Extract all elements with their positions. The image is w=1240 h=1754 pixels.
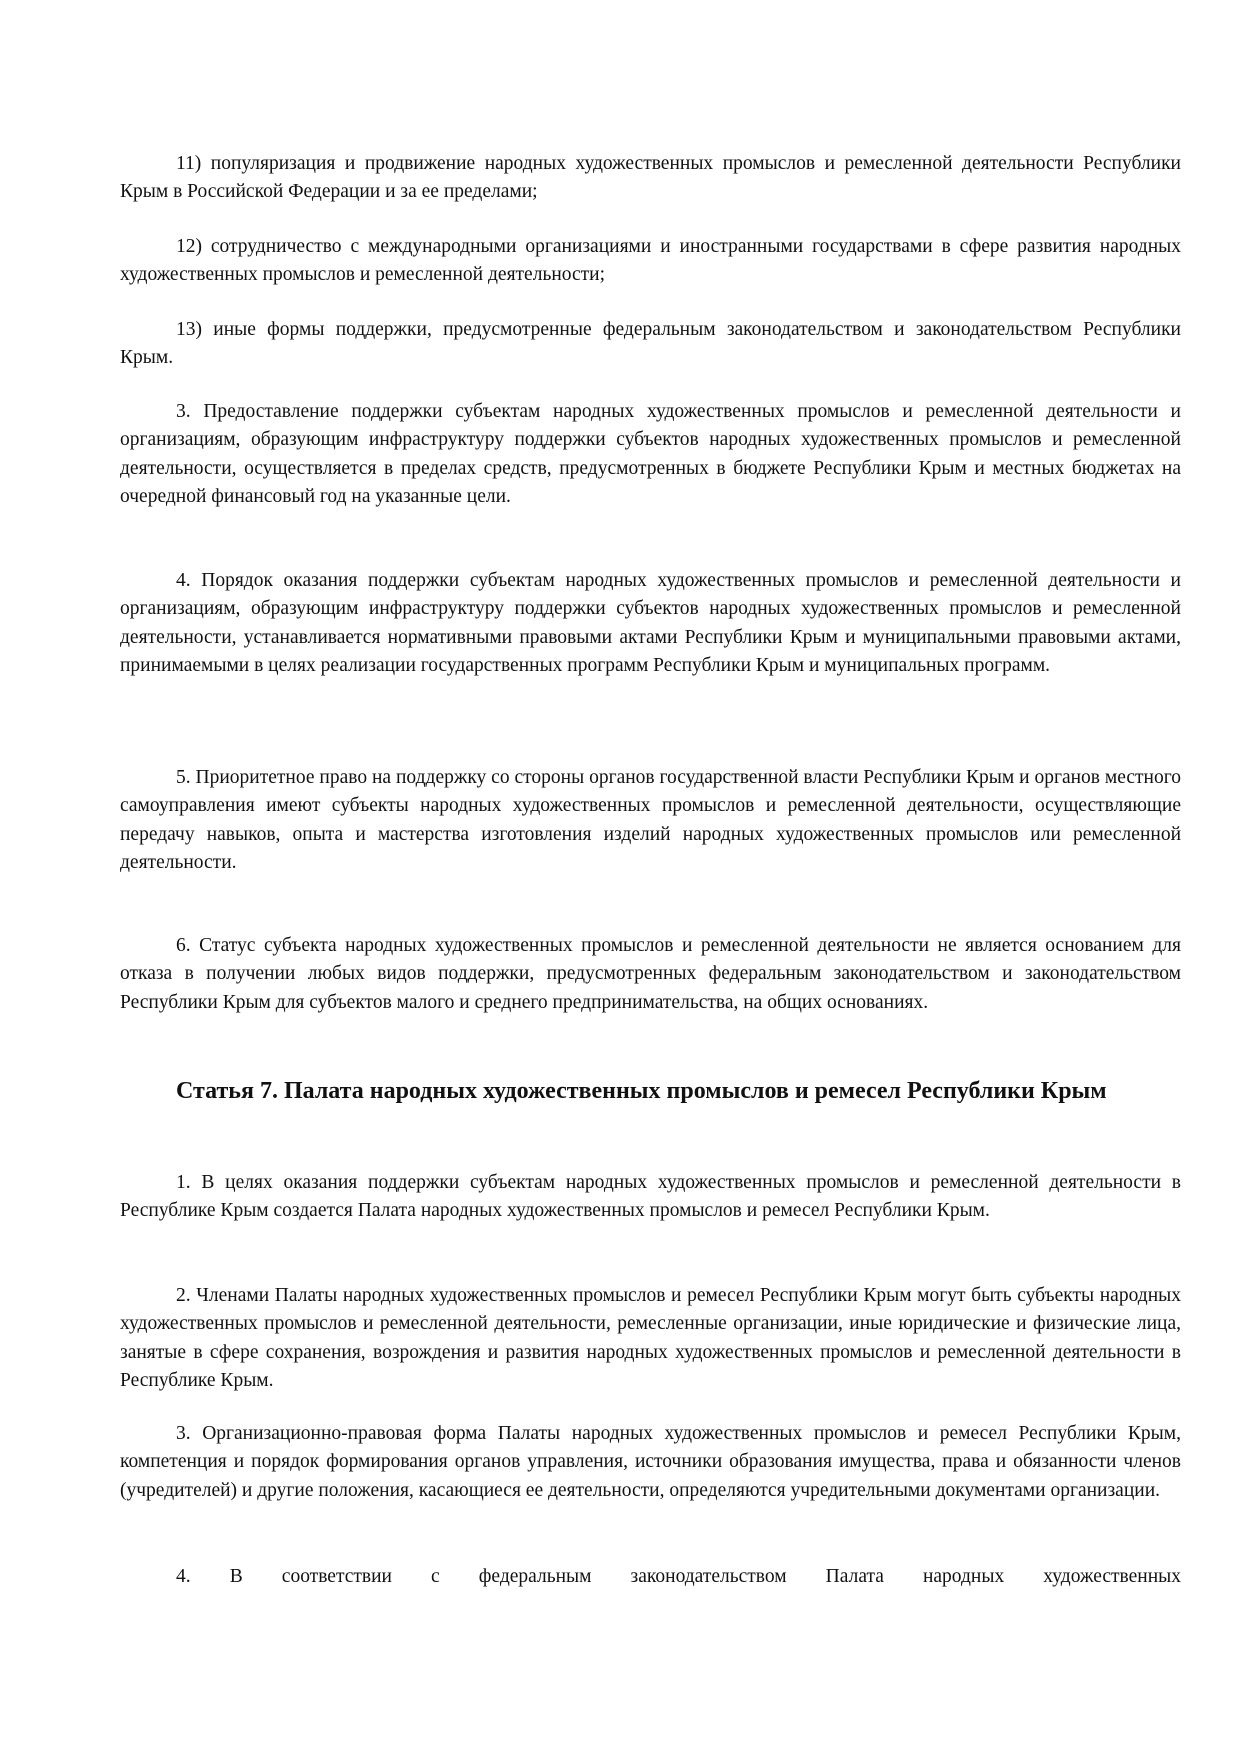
article-7-paragraph-1: 1. В целях оказания поддержки субъектам народных художественных промыслов и ремесленной деятельности в Республике Крым создается Палата народных художественных промыслов и ремесел Республики Крым. xyxy=(120,1172,1181,1222)
paragraph-part-5: 5. Приоритетное право на поддержку со стороны органов государственной власти Республики Крым и органов местного самоуправления имеют субъекты народных художественных промыслов и ремесленной деятельности, осуществляющие передачу навыков, опыта и мастерства изготовления изделий народных художественных промыслов или ремесленной деятельности. xyxy=(120,767,1181,874)
article-7-paragraph-2: 2. Членами Палаты народных художественных промыслов и ремесел Республики Крым могут быть субъекты народных художественных промыслов и ремесленной деятельности, ремесленные организации, иные юридические и физические лица, занятые в сфере сохранения, возрождения и развития народных художественных промыслов и ремесленной деятельности в Республике Крым. xyxy=(120,1285,1181,1392)
paragraph-part-4: 4. Порядок оказания поддержки субъектам народных художественных промыслов и ремесленной деятельности и организациям, образующим инфраструктуру поддержки субъектов народных художественных промыслов и ремесленной деятельности, устанавливается нормативными правовыми актами Республики Крым и муниципальными правовыми актами, принимаемыми в целях реализации государственных программ Республики Крым и муниципальных программ. xyxy=(120,570,1181,677)
paragraph-part-3: 3. Предоставление поддержки субъектам народных художественных промыслов и ремесленной деятельности и организациям, образующим инфраструктуру поддержки субъектов народных художественных промыслов и ремесленной деятельности, осуществляется в пределах средств, предусмотренных в бюджете Республики Крым и местных бюджетах на очередной финансовый год на указанные цели. xyxy=(120,401,1181,508)
paragraph-part-6: 6. Статус субъекта народных художественных промыслов и ремесленной деятельности не является основанием для отказа в получении любых видов поддержки, предусмотренных федеральным законодательством и законодательством Республики Крым для субъектов малого и среднего предпринимательства, на общих основаниях. xyxy=(120,935,1181,1013)
paragraph-item-12: 12) сотрудничество с международными организациями и иностранными государствами в сфере развития народных художественных промыслов и ремесленной деятельности; xyxy=(120,236,1181,286)
paragraph-item-11: 11) популяризация и продвижение народных художественных промыслов и ремесленной деятельности Республики Крым в Российской Федерации и за ее пределами; xyxy=(120,153,1181,203)
article-7-paragraph-3: 3. Организационно-правовая форма Палаты народных художественных промыслов и ремесел Республики Крым, компетенция и порядок формирования органов управления, источники образования имущества, права и обязанности членов (учредителей) и другие положения, касающиеся ее деятельности, определяются учредительными документами организации. xyxy=(120,1423,1181,1501)
article-7-paragraph-4: 4. В соответствии с федеральным законодательством Палата народных художественных xyxy=(176,1566,1181,1587)
article-7-heading: Статья 7. Палата народных художественных промыслов и ремесел Республики Крым xyxy=(176,1078,1107,1104)
paragraph-item-13: 13) иные формы поддержки, предусмотренные федеральным законодательством и законодательством Республики Крым. xyxy=(120,319,1181,369)
